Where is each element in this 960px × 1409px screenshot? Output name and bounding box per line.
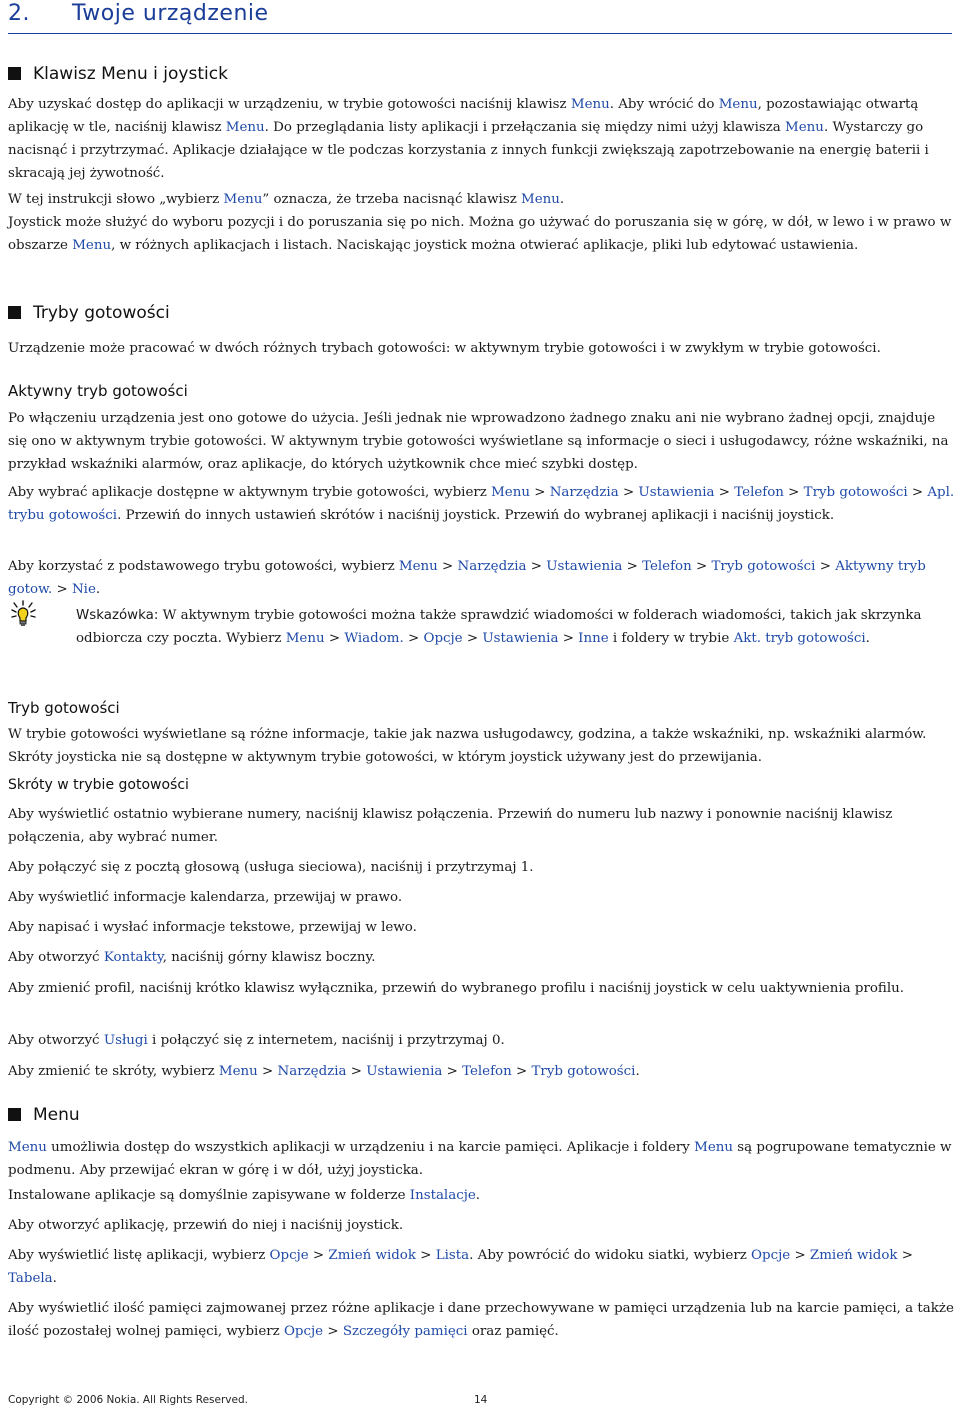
paragraph: Aby wyświetlić ostatnio wybierane numery, naciśnij klawisz połączenia. Przewiń do numeru lub nazwy i ponownie naciśnij klawisz połączenia, aby wybrać numer. [8,807,893,845]
paragraph: Joystick może służyć do wyboru pozycji i do poruszania się po nich. Można go używać do poruszania się w górę, w dół, w lewo i w prawo w obszarze Menu, w różnych aplikacjach i listach. Naciskając joystick można otwierać aplikacje, pliki lub edytować ustawienia. [8,215,952,253]
paragraph: W tej instrukcji słowo „wybierz Menu” oznacza, że trzeba nacisnąć klawisz Menu. [8,192,565,207]
paragraph: Aby otworzyć Usługi i połączyć się z internetem, naciśnij i przytrzymaj 0. [8,1033,505,1048]
paragraph: Aby wyświetlić informacje kalendarza, przewijaj w prawo. [8,890,403,905]
chapter-number: 2. [8,1,30,26]
subheading-standby-shortcuts: Skróty w trybie gotowości [8,777,189,793]
page-number: 14 [474,1394,488,1406]
paragraph: Aby połączyć się z pocztą głosową (usługa sieciowa), naciśnij i przytrzymaj 1. [8,860,534,875]
paragraph: Aby wybrać aplikacje dostępne w aktywnym trybie gotowości, wybierz Menu > Narzędzia > Ustawienia > Telefon > Tryb gotowości > Apl. trybu gotowości. Przewiń do innych ustawień skrótów i naciśnij joystick. Przewiń do wybranej aplikacji i naciśnij joystick. [8,485,955,523]
section-bullet [8,1108,21,1121]
tip-paragraph: Wskazówka: W aktywnym trybie gotowości można także sprawdzić wiadomości w folderach wiadomości, takich jak skrzynka odbiorcza czy poczta. Wybierz Menu > Wiadom. > Opcje > Ustawienia > Inne i foldery w trybie Akt. tryb gotowości. [76,608,922,646]
paragraph: Aby wyświetlić listę aplikacji, wybierz Opcje > Zmień widok > Lista. Aby powrócić do widoku siatki, wybierz Opcje > Zmień widok > Tabela. [8,1248,913,1286]
paragraph: W trybie gotowości wyświetlane są różne informacje, takie jak nazwa usługodawcy, godzina, a także wskaźniki, np. wskaźniki alarmów. Skróty joysticka nie są dostępne w aktywnym trybie gotowości, w którym joystick używany jest do przewijania. [8,727,927,765]
tip-label: Wskazówka: [76,608,159,623]
paragraph: Urządzenie może pracować w dwóch różnych trybach gotowości: w aktywnym trybie gotowości i w zwykłym w trybie gotowości. [8,341,881,356]
chapter-heading [8,0,269,28]
section-bullet [8,67,21,80]
chapter-rule [8,33,952,34]
paragraph: Aby napisać i wysłać informacje tekstowe, przewijaj w lewo. [8,920,417,935]
paragraph: Instalowane aplikacje są domyślnie zapisywane w folderze Instalacje. [8,1188,481,1203]
paragraph: Aby otworzyć Kontakty, naciśnij górny klawisz boczny. [8,950,376,965]
paragraph: Aby zmienić te skróty, wybierz Menu > Narzędzia > Ustawienia > Telefon > Tryb gotowości. [8,1064,640,1079]
section-heading-standby: Tryby gotowości [8,302,170,324]
subheading-standby: Tryb gotowości [8,699,120,717]
chapter-title: Twoje urządzenie [72,1,269,26]
paragraph: Aby otworzyć aplikację, przewiń do niej i naciśnij joystick. [8,1218,404,1233]
section-bullet [8,306,21,319]
paragraph: Menu umożliwia dostęp do wszystkich aplikacji w urządzeniu i na karcie pamięci. Aplikacje i foldery Menu są pogrupowane tematycznie w podmenu. Aby przewijać ekran w górę i w dół, użyj joysticka. [8,1140,952,1178]
paragraph: Aby uzyskać dostęp do aplikacji w urządzeniu, w trybie gotowości naciśnij klawisz Menu. Aby wrócić do Menu, pozostawiając otwartą aplikację w tle, naciśnij klawisz Menu. Do przeglądania listy aplikacji i przełączania się między nimi użyj klawisza Menu. Wystarczy go nacisnąć i przytrzymać. Aplikacje działające w tle podczas korzystania z innych funkcji zwiększają zapotrzebowanie na energię baterii i skracają jej żywotność. [8,97,929,181]
footer-copyright: Copyright © 2006 Nokia. All Rights Reserved. [8,1394,248,1406]
subheading-active-standby: Aktywny tryb gotowości [8,382,188,400]
paragraph: Aby wyświetlić ilość pamięci zajmowanej przez różne aplikacje i dane przechowywane w pamięci urządzenia lub na karcie pamięci, a także ilość pozostałej wolnej pamięci, wybierz Opcje > Szczegóły pamięci oraz pamięć. [8,1301,954,1339]
paragraph: Po włączeniu urządzenia jest ono gotowe do użycia. Jeśli jednak nie wprowadzono żadnego znaku ani nie wybrano żadnej opcji, znajduje się ono w aktywnym trybie gotowości. W aktywnym trybie gotowości wyświetlane są informacje o sieci i usługodawcy, różne wskaźniki, na przykład wskaźniki alarmów, oraz aplikacje, do których użytkownik chce mieć szybki dostęp. [8,411,949,472]
lightbulb-icon [8,600,40,632]
paragraph: Aby zmienić profil, naciśnij krótko klawisz wyłącznika, przewiń do wybranego profilu i naciśnij joystick w celu uaktywnienia profilu. [8,981,905,996]
section-heading-menu-key: Klawisz Menu i joystick [8,63,228,85]
section-heading-menu: Menu [8,1104,80,1126]
paragraph: Aby korzystać z podstawowego trybu gotowości, wybierz Menu > Narzędzia > Ustawienia > Telefon > Tryb gotowości > Aktywny tryb gotow. > Nie. [8,559,926,597]
